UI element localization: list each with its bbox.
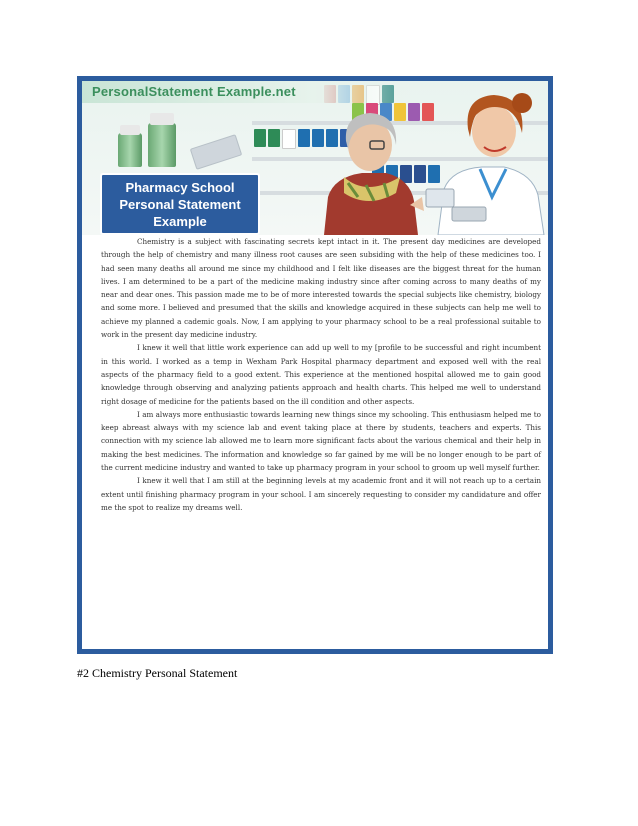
- essay-body: [101, 235, 541, 514]
- medicine-bottle: [118, 133, 142, 167]
- bottle-cap: [120, 125, 140, 135]
- hero-illustration: [82, 81, 548, 235]
- statement-image-frame: [77, 76, 553, 654]
- banner-title-line: Example: [153, 214, 207, 229]
- essay-paragraph: I knew it well that I am still at the beginning levels at my academic front and it will not reach up to a certain extent until finishing pharmacy program in your school. I am sincerely requesting to consider my candidature and offer me the spot to realize my dreams well.: [101, 476, 541, 512]
- pharmacist-illustration: [422, 85, 548, 235]
- bottle-cap: [150, 113, 174, 125]
- prescription-paper: [426, 189, 454, 207]
- pill-blister: [190, 134, 242, 170]
- essay-paragraph: I am always more enthusiastic towards learning new things since my schooling. This enthusiasm helped me to keep abreast always with my science lab and event taking place at there by students, teachers and experts. This connection with my science lab allowed me to learn more significant facts about the various chemical and their help in making the best medicines. The information and knowledge so far gained by me will be no longer enough to be part of the current medicine industry and wanted to take up pharmacy program in your school to groom up well myself further.: [101, 409, 541, 473]
- site-name: PersonalStatement Example.net: [92, 84, 296, 99]
- essay-paragraph: I knew it well that little work experience can add up well to my [profile to be successful and right incumbent in this world. I worked as a temp in Wexham Park Hospital pharmacy department and exposed well with the real aspects of the pharmacy field to a good extent. This experience at the mentioned hospital allowed me to gain good knowledge through observing and analyzing patients approach and health charts. This helped me well to understand right dosage of medicine for the patients based on the ill condition and other aspects.: [101, 343, 541, 406]
- figure-caption: #2 Chemistry Personal Statement: [77, 666, 238, 680]
- banner-title-line: Pharmacy School: [125, 180, 235, 195]
- medicine-bottle: [148, 123, 176, 167]
- banner-title: [100, 173, 260, 235]
- essay-paragraph: Chemistry is a subject with fascinating secrets kept intact in it. The present day medicines are developed through the help of chemistry and many illness root causes are seen subsiding with the help of these medicines too. I had seen many deaths all around me since my childhood and I felt like diseases are the biggest threat for the human lives. I am determined to be a part of the medicine making industry since after coming across to many deaths of my near and dear ones. This passion made me to be of more interested towards the special subjects like chemistry, biology and some more. I believed and presumed that the skills and knowledge acquired in these subjects can help me well to achieve my planned a cademic goals. Now, I am applying to your pharmacy school to be a real professional suitable to work in the present day medicine industry.: [101, 237, 541, 340]
- customer-illustration: [314, 101, 424, 235]
- statement-image: [82, 81, 548, 649]
- banner-title-line: Personal Statement: [119, 197, 241, 212]
- site-banner: [82, 81, 412, 103]
